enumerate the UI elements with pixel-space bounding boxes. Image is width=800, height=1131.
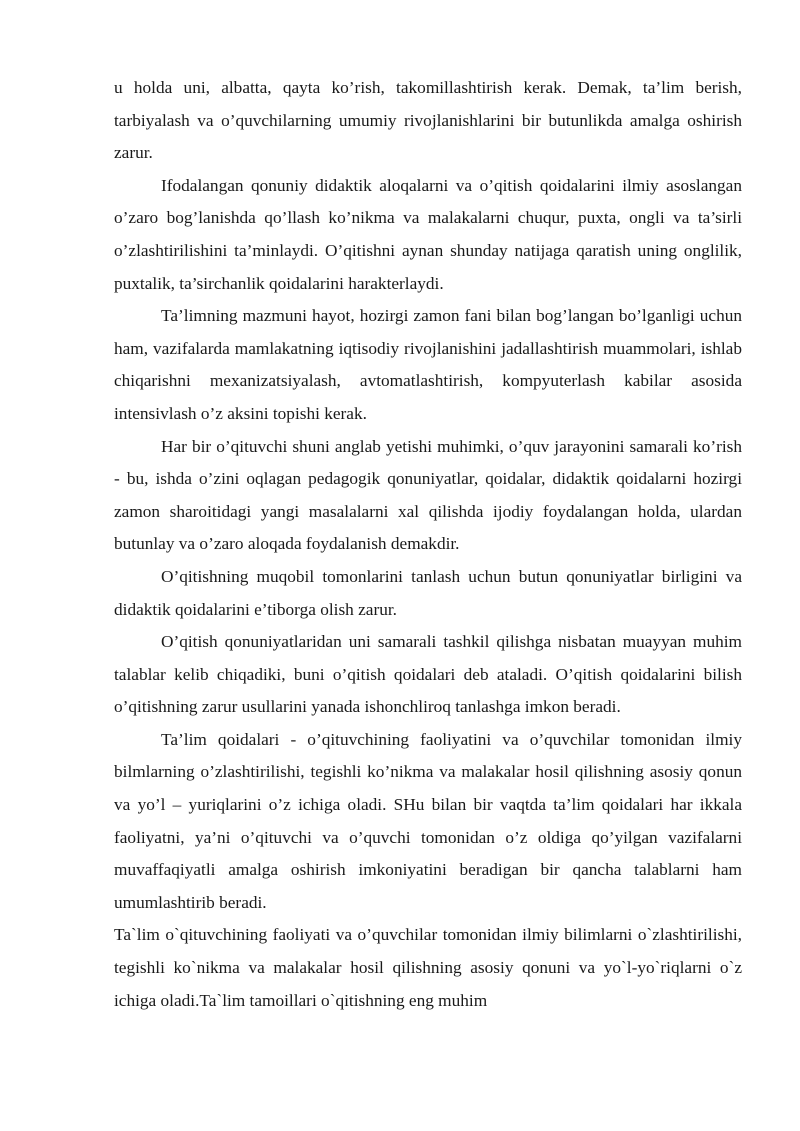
paragraph: O’qitishning muqobil tomonlarini tanlash uchun butun qonuniyatlar birligini va didaktik qoidalarini e’tiborga olish zarur. [114,566,742,619]
paragraph: u holda uni, albatta, qayta ko’rish, takomillashtirish kerak. Demak, ta’lim berish, tarbiyalash va o’quvchilarning umumiy rivojlanishlarini bir butunlikda amalga oshirish zarur. [114,78,742,163]
paragraph: Har bir o’qituvchi shuni anglab yetishi muhimki, o’quv jarayonini samarali ko’rish - bu, ishda o’zini oqlagan pedagogik qonuniyatlar, qoidalar, didaktik qoidalarni hozirgi zamon sharoitidagi yangi masalalarni xal qilishda ijodiy foydalangan holda, ulardan butunlay va o’zaro aloqada foydalanish demakdir. [114,436,742,554]
paragraph: Ta’lim qoidalari - o’qituvchining faoliyatini va o’quvchilar tomonidan ilmiy bilmlarning o’zlashtirilishi, tegishli ko’nikma va malakalar hosil qilishning asosiy qonun va yo’l – yuriqlarini o’z ichiga oladi. SHu bilan bir vaqtda ta’lim qoidalari har ikkala faoliyatni, ya’ni o’qituvchi va o’quvchi tomonidan o’z oldiga qo’yilgan vazifalarni muvaffaqiyatli amalga oshirish imkoniyatini beradigan bir qancha talablarni ham umumlashtirib beradi. [114,729,742,912]
document-page [114,72,742,1017]
paragraph: Ifodalangan qonuniy didaktik aloqalarni va o’qitish qoidalarini ilmiy asoslangan o’zaro bog’lanishda qo’llash ko’nikma va malakalarni chuqur, puxta, ongli va ta’sirli o’zlashtirilishini ta’minlaydi. O’qitishni aynan shunday natijaga qaratish uning onglilik, puxtalik, ta’sirchanlik qoidalarini harakterlaydi. [114,175,742,293]
paragraph: Ta’limning mazmuni hayot, hozirgi zamon fani bilan bog’langan bo’lganligi uchun ham, vazifalarda mamlakatning iqtisodiy rivojlanishini jadallashtirish muammolari, ishlab chiqarishni mexanizatsiyalash, avtomatlashtirish, kompyuterlash kabilar asosida intensivlash o’z aksini topishi kerak. [114,306,742,423]
paragraph: O’qitish qonuniyatlaridan uni samarali tashkil qilishga nisbatan muayyan muhim talablar kelib chiqadiki, buni o’qitish qoidalari deb ataladi. O’qitish qoidalarini bilish o’qitishning zarur usullarini yanada ishonchliroq tanlashga imkon beradi. [114,632,742,717]
paragraph: Ta`lim o`qituvchining faoliyati va o’quvchilar tomonidan ilmiy bilimlarni o`zlashtirilishi, tegishli ko`nikma va malakalar hosil qilishning asosiy qonuni va yo`l-yo`riqlarni o`z ichiga oladi.Ta`lim tamoillari o`qitishning eng muhim [114,925,742,1010]
